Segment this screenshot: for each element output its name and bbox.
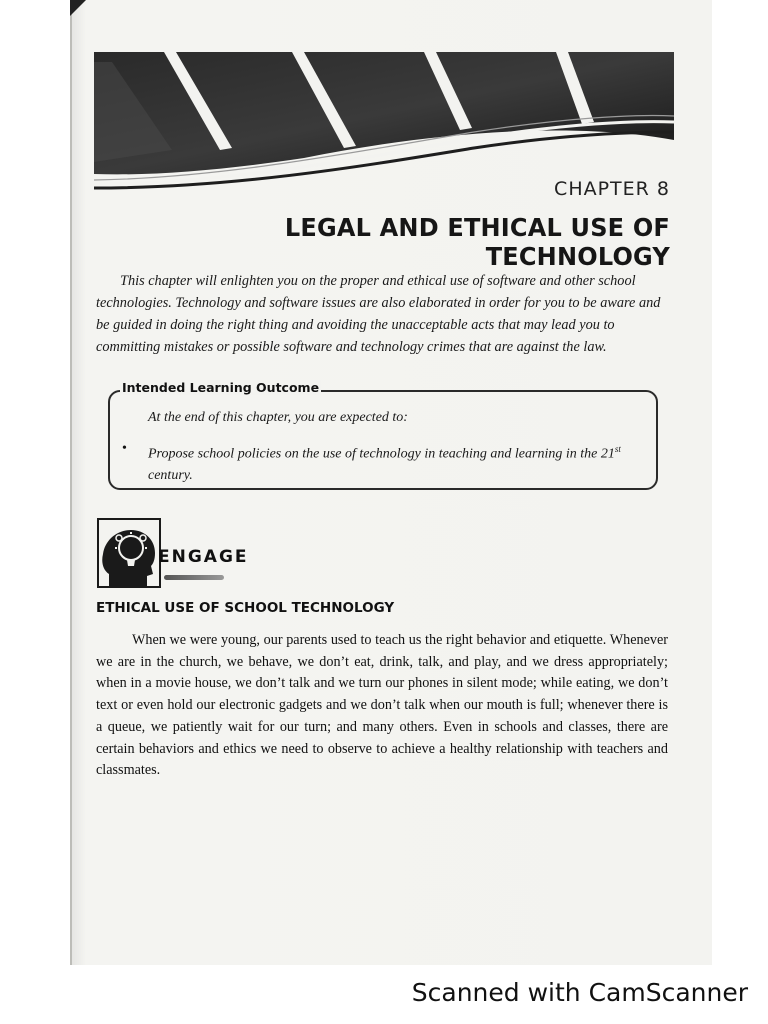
section-body: When we were young, our parents used to teach us the right behavior and etiquette. Whenever we are in the church, we behave, we don’t eat, drink, talk, and play, and we dress appropriately; when in a movie house, we don’t talk and we turn our phones in silent mode; while eating, we don’t text or even hold our electronic gadgets and we don’t talk when our mouth is full; whenever there is a queue, we patiently wait for our turn; and many others. Even in schools and classes, there are certain behaviors and ethics we need to observe to achieve a healthy relationship with teachers and classmates. <box>96 632 668 779</box>
engage-label: ENGAGE <box>158 547 249 567</box>
section-heading: ETHICAL USE OF SCHOOL TECHNOLOGY <box>96 600 395 616</box>
page-corner <box>70 0 86 16</box>
engage-underline <box>164 575 224 580</box>
learning-outcome-item <box>148 439 648 486</box>
chapter-number: CHAPTER 8 <box>554 178 670 200</box>
bullet-icon: • <box>122 441 127 456</box>
learning-outcome-intro: At the end of this chapter, you are expected to: <box>148 410 408 425</box>
learning-outcome-item-text: Propose school policies on the use of technology in teaching and learning in the 21 <box>148 446 615 462</box>
chapter-title: LEGAL AND ETHICAL USE OF TECHNOLOGY <box>284 213 670 271</box>
chapter-intro: This chapter will enlighten you on the proper and ethical use of software and other school technologies. Technology and software issues are also elaborated in order for you to be aware and be guided in doing the right thing and avoiding the unacceptable acts that may lead you to committing mistakes or possible software and technology crimes that are against the law. <box>96 273 661 355</box>
book-page <box>70 0 712 965</box>
scanner-watermark: Scanned with CamScanner <box>411 978 748 1007</box>
chapter-banner-graphic <box>94 52 674 192</box>
learning-outcome-item-superscript: st <box>614 444 621 454</box>
learning-outcome-item-suffix: century. <box>148 467 193 483</box>
head-lightbulb-icon <box>97 518 161 588</box>
learning-outcome-title: Intended Learning Outcome <box>122 380 320 395</box>
